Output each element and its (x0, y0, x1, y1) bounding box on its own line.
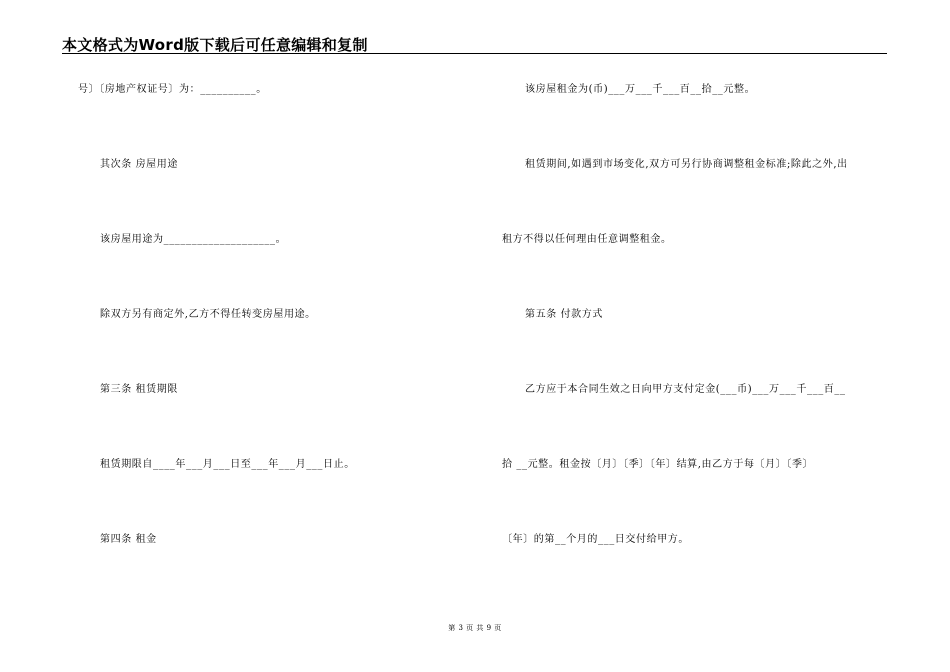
left-line-1: 号〕〔房地产权证号〕为：__________。 (78, 84, 267, 95)
right-line-6: 拾 __元整。租金按〔月〕〔季〕〔年〕结算,由乙方于每〔月〕〔季〕 (502, 459, 814, 470)
page-number-footer: 第 3 页 共 9 页 (448, 624, 502, 632)
left-line-4: 除双方另有商定外,乙方不得任转变房屋用途。 (100, 309, 316, 320)
right-line-3: 租方不得以任何理由任意调整租金。 (502, 234, 672, 245)
right-line-1: 该房屋租金为(币)___万___千___百__拾__元整。 (525, 84, 756, 95)
left-line-7: 第四条 租金 (100, 534, 157, 545)
header-divider (62, 53, 887, 54)
left-line-5: 第三条 租赁期限 (100, 384, 178, 395)
left-line-2: 其次条 房屋用途 (100, 159, 178, 170)
right-line-5: 乙方应于本合同生效之日向甲方支付定金(___币)___万___千___百__ (525, 384, 846, 395)
right-line-4: 第五条 付款方式 (525, 309, 603, 320)
right-line-2: 租赁期间,如遇到市场变化,双方可另行协商调整租金标准;除此之外,出 (525, 159, 848, 170)
document-header-title: 本文格式为Word版下载后可任意编辑和复制 (62, 36, 368, 54)
right-line-7: 〔年〕的第__个月的___日交付给甲方。 (502, 534, 689, 545)
left-line-6: 租赁期限自____年___月___日至___年___月___日止。 (100, 459, 355, 470)
left-line-3: 该房屋用途为____________________。 (100, 234, 287, 245)
